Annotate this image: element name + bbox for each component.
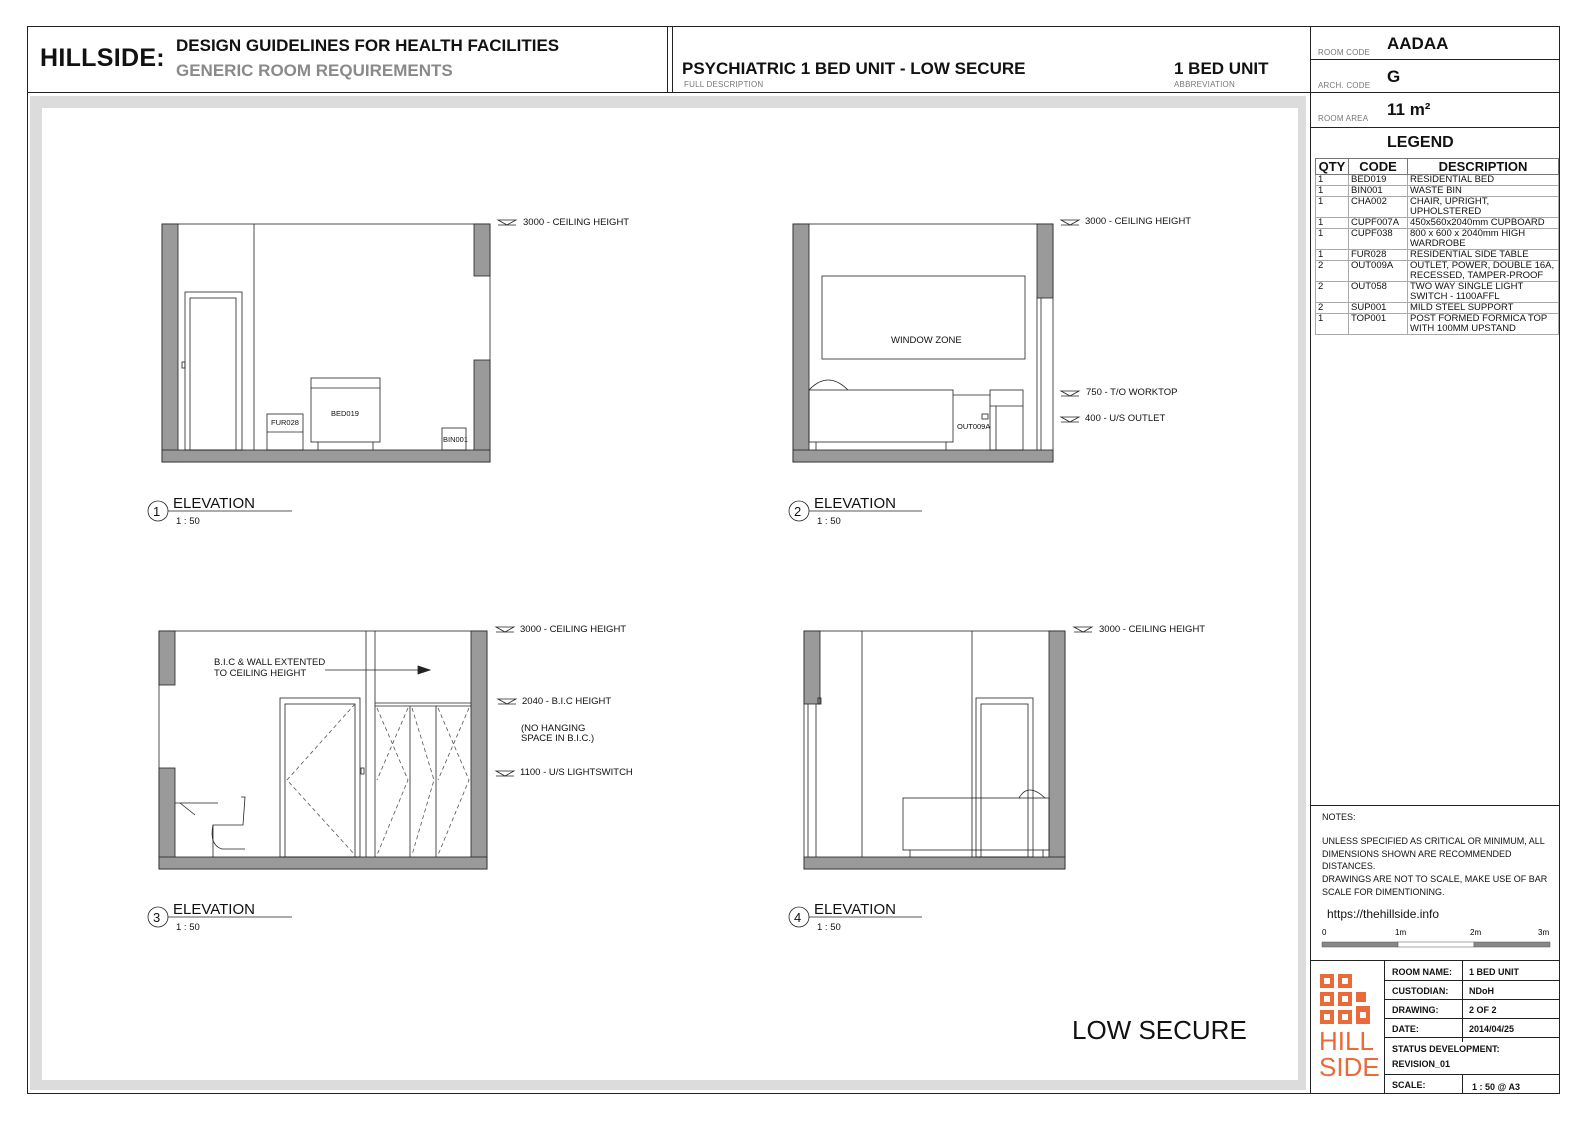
scale-segment	[1398, 942, 1474, 947]
legend-header-code: CODE	[1349, 159, 1408, 175]
window-zone	[822, 276, 1025, 359]
legend-row	[1316, 175, 1559, 186]
legend-row	[1316, 250, 1559, 261]
elevation-1-outline	[162, 224, 490, 462]
scale-label: SCALE:	[1392, 1080, 1426, 1090]
wall-left	[793, 224, 809, 462]
doc-subtitle: GENERIC ROOM REQUIREMENTS	[176, 61, 453, 80]
floor-slab	[162, 450, 490, 462]
legend-code: BED019	[1349, 175, 1408, 186]
legend-description: 800 x 600 x 2040mm HIGH WARDROBE	[1408, 229, 1559, 250]
legend-qty: 1	[1316, 175, 1349, 186]
legend-description: 450x560x2040mm CUPBOARD	[1408, 218, 1559, 229]
date-value: 2014/04/25	[1469, 1024, 1515, 1034]
drawing-border	[30, 96, 1306, 1090]
legend-code: OUT009A	[1349, 261, 1408, 282]
legend-code: TOP001	[1349, 314, 1408, 335]
right-panel-divider	[1310, 26, 1311, 1094]
elev3-hanging-note-1: (NO HANGING	[521, 723, 586, 734]
elev2-number: 2	[794, 504, 802, 519]
elev4-scale: 1 : 50	[817, 922, 841, 933]
elev1-number: 1	[153, 504, 161, 519]
elev3-bic-note-1: B.I.C & WALL EXTENTED	[214, 657, 326, 668]
elev2-ceiling-label: 3000 - CEILING HEIGHT	[1085, 216, 1192, 227]
website-link[interactable]: https://thehillside.info	[1327, 907, 1440, 921]
floor-slab	[159, 857, 487, 869]
legend-header-qty: QTY	[1316, 159, 1349, 175]
wall-left-top	[804, 631, 820, 704]
scale-tick-0: 0	[1322, 928, 1327, 937]
legend-qty: 1	[1316, 218, 1349, 229]
full-description: PSYCHIATRIC 1 BED UNIT - LOW SECURE	[682, 59, 1026, 78]
status-label: STATUS DEVELOPMENT:	[1392, 1044, 1500, 1054]
scale-tick-3m: 3m	[1538, 928, 1550, 937]
legend-qty: 1	[1316, 314, 1349, 335]
scale-tick-1m: 1m	[1395, 928, 1407, 937]
legend-description: OUTLET, POWER, DOUBLE 16A, RECESSED, TAMPER-PROOF	[1408, 261, 1559, 282]
title-block-row-line	[1384, 1037, 1560, 1038]
wall-left-bottom	[159, 768, 175, 869]
elev3-bic-height-label: 2040 - B.I.C HEIGHT	[522, 696, 612, 707]
scale-segment	[1474, 942, 1550, 947]
elevation-1	[162, 224, 490, 462]
elev1-bed-label: BED019	[331, 409, 359, 418]
legend-description: MILD STEEL SUPPORT	[1408, 303, 1559, 314]
legend-row	[1316, 303, 1559, 314]
elev1-ceiling-label: 3000 - CEILING HEIGHT	[523, 217, 630, 228]
legend-row	[1316, 261, 1559, 282]
legend-code: CUPF007A	[1349, 218, 1408, 229]
legend-row	[1316, 197, 1559, 218]
legend-header-row	[1316, 159, 1559, 175]
scale-tick-2m: 2m	[1470, 928, 1482, 937]
room-info-divider	[1310, 59, 1560, 60]
legend-row	[1316, 218, 1559, 229]
wall-right-top	[1037, 224, 1053, 298]
elevation-4	[804, 631, 1065, 869]
room-code: AADAA	[1387, 34, 1449, 53]
elev3-ceiling-label: 3000 - CEILING HEIGHT	[520, 624, 627, 635]
elev2-scale: 1 : 50	[817, 516, 841, 527]
custodian-label: CUSTODIAN:	[1392, 986, 1449, 996]
legend-qty: 2	[1316, 303, 1349, 314]
scale-segment	[1322, 942, 1398, 947]
legend-description: TWO WAY SINGLE LIGHT SWITCH - 1100AFFL	[1408, 282, 1559, 303]
legend-description: RESIDENTIAL SIDE TABLE	[1408, 250, 1559, 261]
elev4-ceiling-label: 3000 - CEILING HEIGHT	[1099, 624, 1206, 635]
legend-code: BIN001	[1349, 186, 1408, 197]
custodian-value: NDoH	[1469, 986, 1494, 996]
legend-code: FUR028	[1349, 250, 1408, 261]
scale-value: 1 : 50 @ A3	[1472, 1082, 1520, 1092]
logo-text-top: HILL	[1319, 1026, 1374, 1056]
elev1-bin-label: BIN001	[443, 435, 469, 444]
elev1-scale: 1 : 50	[176, 516, 200, 527]
legend-description: WASTE BIN	[1408, 186, 1559, 197]
elev4-number: 4	[794, 910, 802, 925]
doc-title: DESIGN GUIDELINES FOR HEALTH FACILITIES	[176, 36, 560, 55]
legend-qty: 2	[1316, 261, 1349, 282]
elev1-title: ELEVATION	[173, 495, 255, 512]
legend-qty: 1	[1316, 229, 1349, 250]
drawing-value: 2 OF 2	[1469, 1005, 1497, 1015]
legend-qty: 1	[1316, 250, 1349, 261]
title-block-row-line	[1384, 980, 1560, 981]
title-block-row-line	[1384, 999, 1560, 1000]
elev3-hanging-note-2: SPACE IN B.I.C.)	[521, 733, 595, 744]
legend-description: CHAIR, UPRIGHT, UPHOLSTERED	[1408, 197, 1559, 218]
abbreviation-caption: ABBREVIATION	[1174, 80, 1235, 89]
elev3-title: ELEVATION	[173, 901, 255, 918]
wall-left	[162, 224, 178, 462]
wall-right-bottom	[474, 360, 490, 462]
legend-row	[1316, 229, 1559, 250]
abbreviation: 1 BED UNIT	[1174, 59, 1269, 78]
arch-code: G	[1387, 67, 1401, 86]
elev2-title: ELEVATION	[814, 495, 896, 512]
legend-title: LEGEND	[1387, 134, 1454, 151]
arch-code-label: ARCH. CODE	[1318, 81, 1371, 90]
room-name-label: ROOM NAME:	[1392, 967, 1452, 977]
legend-header-description: DESCRIPTION	[1408, 159, 1559, 175]
elev4-title: ELEVATION	[814, 901, 896, 918]
full-description-caption: FULL DESCRIPTION	[684, 80, 764, 89]
wall-right	[471, 631, 487, 869]
note-not-to-scale: DRAWINGS ARE NOT TO SCALE, MAKE USE OF BAR SCALE FOR DIMENTIONING.	[1322, 874, 1548, 897]
legend-code: CUPF038	[1349, 229, 1408, 250]
room-code-label: ROOM CODE	[1318, 48, 1371, 57]
room-info-divider	[1310, 92, 1560, 93]
elev2-outlet-level-label: 400 - U/S OUTLET	[1085, 413, 1166, 424]
bar-scale	[1318, 926, 1554, 952]
elev2-outlet-label: OUT009A	[957, 422, 991, 431]
wall-right-top	[474, 224, 490, 276]
elev3-lightswitch-label: 1100 - U/S LIGHTSWITCH	[520, 767, 633, 778]
elev2-window-label: WINDOW ZONE	[891, 335, 962, 346]
room-area: 11 m²	[1387, 100, 1431, 119]
wall-right	[1049, 631, 1065, 869]
room-name-value: 1 BED UNIT	[1469, 967, 1520, 977]
legend-qty: 1	[1316, 197, 1349, 218]
hillside-logo	[1318, 972, 1382, 1082]
legend-code: OUT058	[1349, 282, 1408, 303]
elevation-4-outline	[804, 631, 1065, 869]
notes-heading: NOTES:	[1322, 812, 1356, 822]
title-block-divider	[1310, 960, 1560, 961]
elev3-scale: 1 : 50	[176, 922, 200, 933]
title-block-row-line	[1384, 1018, 1560, 1019]
wall-left-top	[159, 631, 175, 685]
elev1-fur-label: FUR028	[271, 418, 299, 427]
legend-description: POST FORMED FORMICA TOP WITH 100MM UPSTAND	[1408, 314, 1559, 335]
elev3-number: 3	[153, 910, 161, 925]
elev3-bic-note-2: TO CEILING HEIGHT	[214, 668, 307, 679]
legend-code: SUP001	[1349, 303, 1408, 314]
logo-text-bottom: SIDE	[1319, 1052, 1380, 1082]
title-block-vertical	[1462, 960, 1463, 1042]
security-level-label: LOW SECURE	[1072, 1015, 1247, 1045]
title-block-vertical	[1462, 1074, 1463, 1094]
floor-slab	[804, 857, 1065, 869]
drawing-label: DRAWING:	[1392, 1005, 1439, 1015]
brand-title: HILLSIDE:	[40, 44, 165, 72]
status-value: REVISION_01	[1392, 1059, 1451, 1069]
legend-row	[1316, 314, 1559, 335]
elev2-worktop-label: 750 - T/O WORKTOP	[1086, 387, 1178, 398]
legend-table	[1315, 158, 1559, 335]
notes-divider	[1310, 805, 1560, 806]
legend-qty: 2	[1316, 282, 1349, 303]
legend-code: CHA002	[1349, 197, 1408, 218]
room-info-divider	[1310, 127, 1560, 128]
legend-qty: 1	[1316, 186, 1349, 197]
floor-slab	[793, 450, 1053, 462]
legend-description: RESIDENTIAL BED	[1408, 175, 1559, 186]
room-area-label: ROOM AREA	[1318, 114, 1369, 123]
legend-row	[1316, 282, 1559, 303]
legend-row	[1316, 186, 1559, 197]
date-label: DATE:	[1392, 1024, 1419, 1034]
title-block-row-line	[1384, 1074, 1560, 1075]
note-critical-dimensions: UNLESS SPECIFIED AS CRITICAL OR MINIMUM, ALL DIMENSIONS SHOWN ARE RECOMMENDED DISTANCES.	[1322, 836, 1545, 871]
